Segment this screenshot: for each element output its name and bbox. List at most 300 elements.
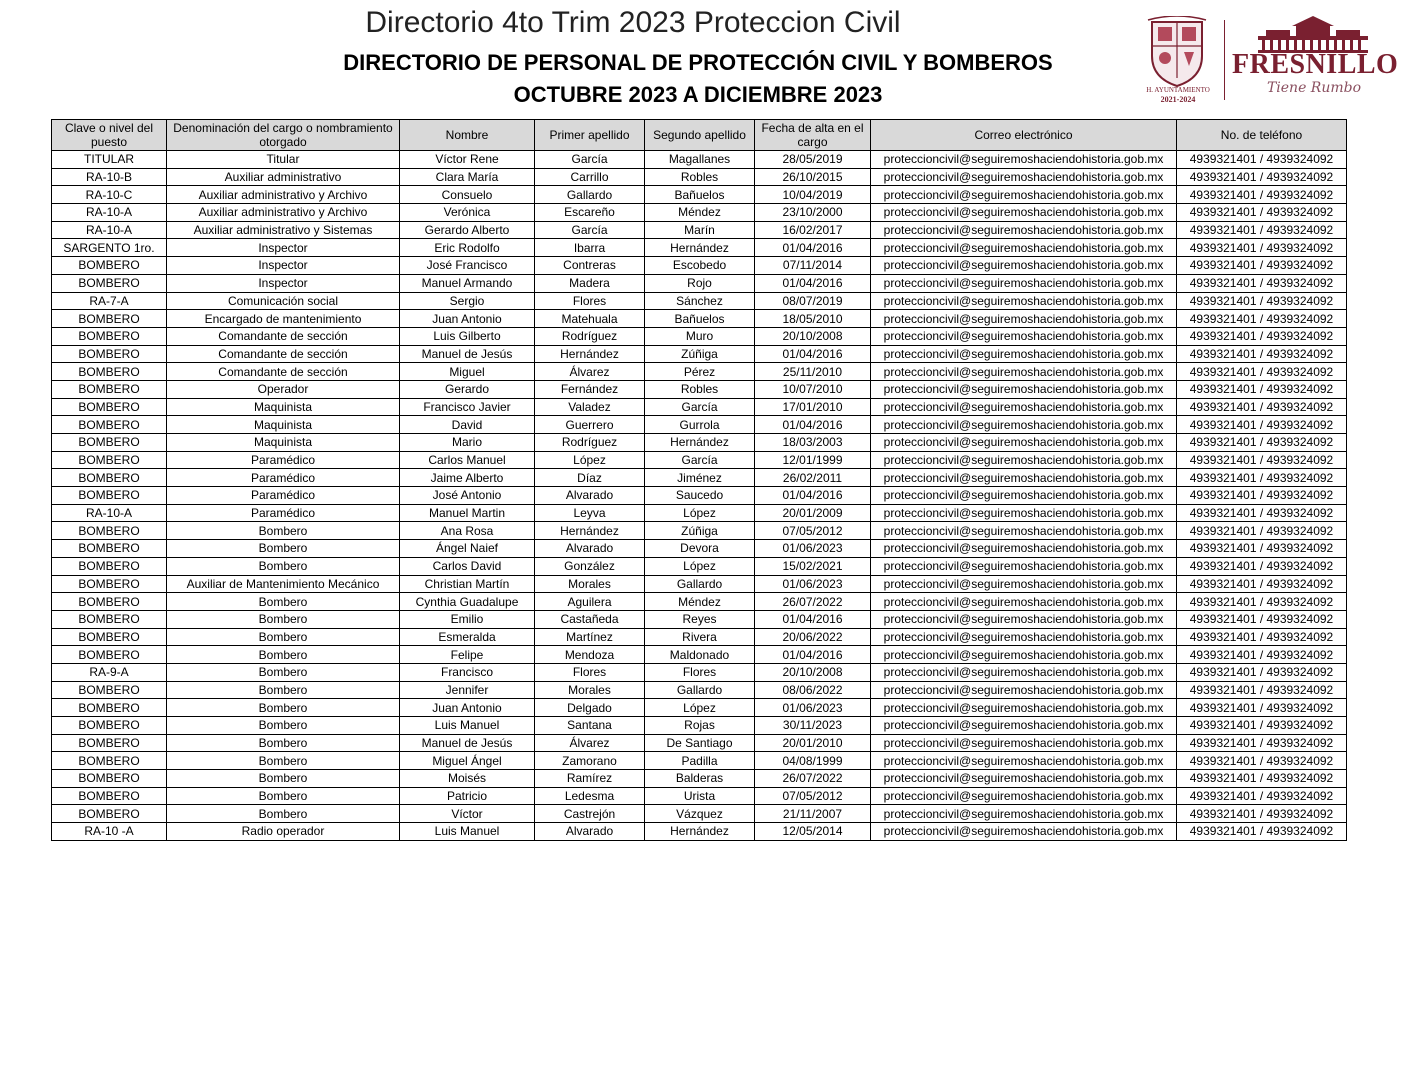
correo-cell: proteccioncivil@seguiremoshaciendohistoria.gob.mx xyxy=(871,469,1177,487)
clave-cell: BOMBERO xyxy=(52,717,167,735)
table-row xyxy=(52,752,1347,770)
table-row xyxy=(52,274,1347,292)
fecha-alta-cell: 26/10/2015 xyxy=(755,168,871,186)
telefono-cell: 4939321401 / 4939324092 xyxy=(1177,221,1347,239)
telefono-cell: 4939321401 / 4939324092 xyxy=(1177,380,1347,398)
fecha-alta-cell: 20/10/2008 xyxy=(755,663,871,681)
column-header-segundo-apellido: Segundo apellido xyxy=(645,120,755,151)
building-icon xyxy=(1256,14,1370,54)
clave-cell: BOMBERO xyxy=(52,416,167,434)
primer-apellido-cell: Zamorano xyxy=(535,752,645,770)
clave-cell: BOMBERO xyxy=(52,734,167,752)
telefono-cell: 4939321401 / 4939324092 xyxy=(1177,257,1347,275)
fecha-alta-cell: 12/05/2014 xyxy=(755,823,871,841)
clave-cell: BOMBERO xyxy=(52,380,167,398)
clave-cell: BOMBERO xyxy=(52,610,167,628)
table-row xyxy=(52,734,1347,752)
primer-apellido-cell: Ramírez xyxy=(535,770,645,788)
cargo-cell: Bombero xyxy=(167,593,400,611)
fecha-alta-cell: 04/08/1999 xyxy=(755,752,871,770)
telefono-cell: 4939321401 / 4939324092 xyxy=(1177,151,1347,169)
nombre-cell: Christian Martín xyxy=(400,575,535,593)
nombre-cell: Gerardo Alberto xyxy=(400,221,535,239)
fecha-alta-cell: 01/04/2016 xyxy=(755,487,871,505)
primer-apellido-cell: Santana xyxy=(535,717,645,735)
telefono-cell: 4939321401 / 4939324092 xyxy=(1177,274,1347,292)
primer-apellido-cell: Valadez xyxy=(535,398,645,416)
table-row xyxy=(52,151,1347,169)
primer-apellido-cell: Morales xyxy=(535,681,645,699)
fecha-alta-cell: 17/01/2010 xyxy=(755,398,871,416)
nombre-cell: Manuel Martin xyxy=(400,504,535,522)
table-row xyxy=(52,380,1347,398)
primer-apellido-cell: Castrejón xyxy=(535,805,645,823)
correo-cell: proteccioncivil@seguiremoshaciendohistoria.gob.mx xyxy=(871,327,1177,345)
correo-cell: proteccioncivil@seguiremoshaciendohistoria.gob.mx xyxy=(871,557,1177,575)
correo-cell: proteccioncivil@seguiremoshaciendohistoria.gob.mx xyxy=(871,805,1177,823)
clave-cell: BOMBERO xyxy=(52,257,167,275)
primer-apellido-cell: Ledesma xyxy=(535,787,645,805)
telefono-cell: 4939321401 / 4939324092 xyxy=(1177,239,1347,257)
segundo-apellido-cell: Devora xyxy=(645,540,755,558)
primer-apellido-cell: Castañeda xyxy=(535,610,645,628)
clave-cell: RA-10-C xyxy=(52,186,167,204)
primer-apellido-cell: Hernández xyxy=(535,522,645,540)
clave-cell: BOMBERO xyxy=(52,363,167,381)
primer-apellido-cell: Álvarez xyxy=(535,734,645,752)
segundo-apellido-cell: Flores xyxy=(645,663,755,681)
clave-cell: RA-10-A xyxy=(52,221,167,239)
correo-cell: proteccioncivil@seguiremoshaciendohistoria.gob.mx xyxy=(871,734,1177,752)
fecha-alta-cell: 01/04/2016 xyxy=(755,610,871,628)
fecha-alta-cell: 01/06/2023 xyxy=(755,699,871,717)
table-row xyxy=(52,310,1347,328)
seal-caption-years: 2021-2024 xyxy=(1160,95,1196,104)
cargo-cell: Inspector xyxy=(167,274,400,292)
segundo-apellido-cell: Rojas xyxy=(645,717,755,735)
seal-caption-line1: H. AYUNTAMIENTO xyxy=(1146,86,1210,94)
correo-cell: proteccioncivil@seguiremoshaciendohistoria.gob.mx xyxy=(871,540,1177,558)
segundo-apellido-cell: Gallardo xyxy=(645,681,755,699)
cargo-cell: Encargado de mantenimiento xyxy=(167,310,400,328)
correo-cell: proteccioncivil@seguiremoshaciendohistoria.gob.mx xyxy=(871,522,1177,540)
correo-cell: proteccioncivil@seguiremoshaciendohistoria.gob.mx xyxy=(871,204,1177,222)
nombre-cell: Luis Manuel xyxy=(400,717,535,735)
clave-cell: BOMBERO xyxy=(52,540,167,558)
correo-cell: proteccioncivil@seguiremoshaciendohistoria.gob.mx xyxy=(871,257,1177,275)
document-title: Directorio 4to Trim 2023 Proteccion Civil xyxy=(365,6,901,39)
fecha-alta-cell: 25/11/2010 xyxy=(755,363,871,381)
table-row xyxy=(52,522,1347,540)
fecha-alta-cell: 18/03/2003 xyxy=(755,434,871,452)
segundo-apellido-cell: Bañuelos xyxy=(645,186,755,204)
telefono-cell: 4939321401 / 4939324092 xyxy=(1177,186,1347,204)
table-row xyxy=(52,593,1347,611)
cargo-cell: Bombero xyxy=(167,628,400,646)
clave-cell: BOMBERO xyxy=(52,593,167,611)
segundo-apellido-cell: García xyxy=(645,398,755,416)
cargo-cell: Maquinista xyxy=(167,416,400,434)
clave-cell: RA-10-A xyxy=(52,204,167,222)
nombre-cell: Carlos Manuel xyxy=(400,451,535,469)
nombre-cell: Mario xyxy=(400,434,535,452)
fecha-alta-cell: 20/10/2008 xyxy=(755,327,871,345)
table-row xyxy=(52,327,1347,345)
segundo-apellido-cell: Reyes xyxy=(645,610,755,628)
correo-cell: proteccioncivil@seguiremoshaciendohistoria.gob.mx xyxy=(871,593,1177,611)
segundo-apellido-cell: Jiménez xyxy=(645,469,755,487)
telefono-cell: 4939321401 / 4939324092 xyxy=(1177,610,1347,628)
segundo-apellido-cell: Padilla xyxy=(645,752,755,770)
fecha-alta-cell: 20/01/2009 xyxy=(755,504,871,522)
primer-apellido-cell: Leyva xyxy=(535,504,645,522)
nombre-cell: Carlos David xyxy=(400,557,535,575)
nombre-cell: Víctor xyxy=(400,805,535,823)
table-row xyxy=(52,717,1347,735)
segundo-apellido-cell: Maldonado xyxy=(645,646,755,664)
fecha-alta-cell: 07/05/2012 xyxy=(755,787,871,805)
telefono-cell: 4939321401 / 4939324092 xyxy=(1177,752,1347,770)
correo-cell: proteccioncivil@seguiremoshaciendohistoria.gob.mx xyxy=(871,487,1177,505)
fecha-alta-cell: 08/06/2022 xyxy=(755,681,871,699)
primer-apellido-cell: Hernández xyxy=(535,345,645,363)
primer-apellido-cell: García xyxy=(535,151,645,169)
primer-apellido-cell: Rodríguez xyxy=(535,434,645,452)
segundo-apellido-cell: Bañuelos xyxy=(645,310,755,328)
segundo-apellido-cell: Vázquez xyxy=(645,805,755,823)
telefono-cell: 4939321401 / 4939324092 xyxy=(1177,310,1347,328)
nombre-cell: Esmeralda xyxy=(400,628,535,646)
cargo-cell: Auxiliar administrativo y Archivo xyxy=(167,186,400,204)
telefono-cell: 4939321401 / 4939324092 xyxy=(1177,787,1347,805)
table-row xyxy=(52,805,1347,823)
cargo-cell: Maquinista xyxy=(167,434,400,452)
fecha-alta-cell: 30/11/2023 xyxy=(755,717,871,735)
table-row xyxy=(52,469,1347,487)
segundo-apellido-cell: Robles xyxy=(645,380,755,398)
nombre-cell: Francisco Javier xyxy=(400,398,535,416)
table-row xyxy=(52,292,1347,310)
segundo-apellido-cell: García xyxy=(645,451,755,469)
logo-divider xyxy=(1224,20,1225,100)
segundo-apellido-cell: Robles xyxy=(645,168,755,186)
segundo-apellido-cell: Zúñiga xyxy=(645,522,755,540)
clave-cell: BOMBERO xyxy=(52,557,167,575)
primer-apellido-cell: Alvarado xyxy=(535,487,645,505)
fecha-alta-cell: 18/05/2010 xyxy=(755,310,871,328)
cargo-cell: Paramédico xyxy=(167,504,400,522)
correo-cell: proteccioncivil@seguiremoshaciendohistoria.gob.mx xyxy=(871,504,1177,522)
clave-cell: BOMBERO xyxy=(52,770,167,788)
correo-cell: proteccioncivil@seguiremoshaciendohistoria.gob.mx xyxy=(871,752,1177,770)
telefono-cell: 4939321401 / 4939324092 xyxy=(1177,717,1347,735)
clave-cell: BOMBERO xyxy=(52,345,167,363)
column-header-cargo: Denominación del cargo o nombramiento otorgado xyxy=(167,120,400,151)
nombre-cell: Moisés xyxy=(400,770,535,788)
telefono-cell: 4939321401 / 4939324092 xyxy=(1177,292,1347,310)
table-row xyxy=(52,681,1347,699)
correo-cell: proteccioncivil@seguiremoshaciendohistoria.gob.mx xyxy=(871,610,1177,628)
nombre-cell: Patricio xyxy=(400,787,535,805)
table-row xyxy=(52,663,1347,681)
telefono-cell: 4939321401 / 4939324092 xyxy=(1177,540,1347,558)
fecha-alta-cell: 10/07/2010 xyxy=(755,380,871,398)
fecha-alta-cell: 01/04/2016 xyxy=(755,416,871,434)
telefono-cell: 4939321401 / 4939324092 xyxy=(1177,168,1347,186)
telefono-cell: 4939321401 / 4939324092 xyxy=(1177,575,1347,593)
fecha-alta-cell: 26/02/2011 xyxy=(755,469,871,487)
segundo-apellido-cell: Marín xyxy=(645,221,755,239)
telefono-cell: 4939321401 / 4939324092 xyxy=(1177,557,1347,575)
primer-apellido-cell: Alvarado xyxy=(535,823,645,841)
nombre-cell: David xyxy=(400,416,535,434)
fecha-alta-cell: 10/04/2019 xyxy=(755,186,871,204)
fecha-alta-cell: 07/11/2014 xyxy=(755,257,871,275)
fecha-alta-cell: 07/05/2012 xyxy=(755,522,871,540)
segundo-apellido-cell: Hernández xyxy=(645,239,755,257)
table-row xyxy=(52,221,1347,239)
telefono-cell: 4939321401 / 4939324092 xyxy=(1177,416,1347,434)
cargo-cell: Paramédico xyxy=(167,451,400,469)
correo-cell: proteccioncivil@seguiremoshaciendohistoria.gob.mx xyxy=(871,151,1177,169)
cargo-cell: Bombero xyxy=(167,540,400,558)
column-header-clave: Clave o nivel del puesto xyxy=(52,120,167,151)
segundo-apellido-cell: Hernández xyxy=(645,823,755,841)
cargo-cell: Radio operador xyxy=(167,823,400,841)
cargo-cell: Bombero xyxy=(167,717,400,735)
cargo-cell: Bombero xyxy=(167,699,400,717)
fresnillo-wordmark: FRESNILLO xyxy=(1232,49,1399,80)
segundo-apellido-cell: Magallanes xyxy=(645,151,755,169)
fresnillo-slogan: Tiene Rumbo xyxy=(1266,80,1362,96)
nombre-cell: José Antonio xyxy=(400,487,535,505)
primer-apellido-cell: Mendoza xyxy=(535,646,645,664)
directory-heading: DIRECTORIO DE PERSONAL DE PROTECCIÓN CIVIL Y BOMBEROS xyxy=(343,50,1053,75)
table-row xyxy=(52,787,1347,805)
fecha-alta-cell: 01/04/2016 xyxy=(755,274,871,292)
fecha-alta-cell: 01/06/2023 xyxy=(755,540,871,558)
segundo-apellido-cell: Zúñiga xyxy=(645,345,755,363)
nombre-cell: Ana Rosa xyxy=(400,522,535,540)
telefono-cell: 4939321401 / 4939324092 xyxy=(1177,487,1347,505)
cargo-cell: Bombero xyxy=(167,770,400,788)
primer-apellido-cell: Delgado xyxy=(535,699,645,717)
segundo-apellido-cell: Pérez xyxy=(645,363,755,381)
telefono-cell: 4939321401 / 4939324092 xyxy=(1177,699,1347,717)
telefono-cell: 4939321401 / 4939324092 xyxy=(1177,434,1347,452)
correo-cell: proteccioncivil@seguiremoshaciendohistoria.gob.mx xyxy=(871,239,1177,257)
telefono-cell: 4939321401 / 4939324092 xyxy=(1177,628,1347,646)
segundo-apellido-cell: Hernández xyxy=(645,434,755,452)
clave-cell: RA-9-A xyxy=(52,663,167,681)
clave-cell: BOMBERO xyxy=(52,451,167,469)
fecha-alta-cell: 20/01/2010 xyxy=(755,734,871,752)
clave-cell: RA-10-A xyxy=(52,504,167,522)
clave-cell: BOMBERO xyxy=(52,752,167,770)
cargo-cell: Bombero xyxy=(167,752,400,770)
nombre-cell: Jaime Alberto xyxy=(400,469,535,487)
cargo-cell: Bombero xyxy=(167,805,400,823)
fecha-alta-cell: 15/02/2021 xyxy=(755,557,871,575)
cargo-cell: Auxiliar administrativo y Sistemas xyxy=(167,221,400,239)
table-row xyxy=(52,823,1347,841)
segundo-apellido-cell: Rojo xyxy=(645,274,755,292)
clave-cell: BOMBERO xyxy=(52,681,167,699)
segundo-apellido-cell: Escobedo xyxy=(645,257,755,275)
clave-cell: SARGENTO 1ro. xyxy=(52,239,167,257)
correo-cell: proteccioncivil@seguiremoshaciendohistoria.gob.mx xyxy=(871,699,1177,717)
staff-directory-table xyxy=(51,119,1347,841)
cargo-cell: Auxiliar administrativo y Archivo xyxy=(167,204,400,222)
nombre-cell: Luis Gilberto xyxy=(400,327,535,345)
nombre-cell: Eric Rodolfo xyxy=(400,239,535,257)
cargo-cell: Paramédico xyxy=(167,487,400,505)
cargo-cell: Bombero xyxy=(167,522,400,540)
telefono-cell: 4939321401 / 4939324092 xyxy=(1177,805,1347,823)
correo-cell: proteccioncivil@seguiremoshaciendohistoria.gob.mx xyxy=(871,646,1177,664)
cargo-cell: Comandante de sección xyxy=(167,363,400,381)
correo-cell: proteccioncivil@seguiremoshaciendohistoria.gob.mx xyxy=(871,345,1177,363)
table-row xyxy=(52,575,1347,593)
segundo-apellido-cell: Méndez xyxy=(645,593,755,611)
table-row xyxy=(52,204,1347,222)
cargo-cell: Comandante de sección xyxy=(167,345,400,363)
correo-cell: proteccioncivil@seguiremoshaciendohistoria.gob.mx xyxy=(871,434,1177,452)
correo-cell: proteccioncivil@seguiremoshaciendohistoria.gob.mx xyxy=(871,363,1177,381)
column-header-fecha-alta: Fecha de alta en el cargo xyxy=(755,120,871,151)
cargo-cell: Comandante de sección xyxy=(167,327,400,345)
column-header-nombre: Nombre xyxy=(400,120,535,151)
segundo-apellido-cell: Muro xyxy=(645,327,755,345)
cargo-cell: Maquinista xyxy=(167,398,400,416)
column-header-primer-apellido: Primer apellido xyxy=(535,120,645,151)
correo-cell: proteccioncivil@seguiremoshaciendohistoria.gob.mx xyxy=(871,292,1177,310)
correo-cell: proteccioncivil@seguiremoshaciendohistoria.gob.mx xyxy=(871,186,1177,204)
clave-cell: BOMBERO xyxy=(52,310,167,328)
primer-apellido-cell: Martínez xyxy=(535,628,645,646)
fecha-alta-cell: 26/07/2022 xyxy=(755,593,871,611)
nombre-cell: Jennifer xyxy=(400,681,535,699)
clave-cell: BOMBERO xyxy=(52,699,167,717)
nombre-cell: Juan Antonio xyxy=(400,699,535,717)
clave-cell: BOMBERO xyxy=(52,575,167,593)
primer-apellido-cell: Flores xyxy=(535,663,645,681)
fecha-alta-cell: 21/11/2007 xyxy=(755,805,871,823)
table-row xyxy=(52,557,1347,575)
correo-cell: proteccioncivil@seguiremoshaciendohistoria.gob.mx xyxy=(871,274,1177,292)
primer-apellido-cell: Escareño xyxy=(535,204,645,222)
cargo-cell: Operador xyxy=(167,380,400,398)
table-row xyxy=(52,487,1347,505)
primer-apellido-cell: Álvarez xyxy=(535,363,645,381)
primer-apellido-cell: Aguilera xyxy=(535,593,645,611)
table-row xyxy=(52,646,1347,664)
correo-cell: proteccioncivil@seguiremoshaciendohistoria.gob.mx xyxy=(871,823,1177,841)
table-row xyxy=(52,186,1347,204)
clave-cell: BOMBERO xyxy=(52,434,167,452)
primer-apellido-cell: López xyxy=(535,451,645,469)
period-heading: OCTUBRE 2023 A DICIEMBRE 2023 xyxy=(513,82,883,107)
clave-cell: BOMBERO xyxy=(52,628,167,646)
primer-apellido-cell: García xyxy=(535,221,645,239)
cargo-cell: Inspector xyxy=(167,239,400,257)
fecha-alta-cell: 26/07/2022 xyxy=(755,770,871,788)
nombre-cell: Miguel xyxy=(400,363,535,381)
cargo-cell: Bombero xyxy=(167,681,400,699)
correo-cell: proteccioncivil@seguiremoshaciendohistoria.gob.mx xyxy=(871,787,1177,805)
cargo-cell: Paramédico xyxy=(167,469,400,487)
clave-cell: BOMBERO xyxy=(52,522,167,540)
nombre-cell: Víctor Rene xyxy=(400,151,535,169)
cargo-cell: Auxiliar administrativo xyxy=(167,168,400,186)
primer-apellido-cell: Ibarra xyxy=(535,239,645,257)
nombre-cell: Emilio xyxy=(400,610,535,628)
fecha-alta-cell: 12/01/1999 xyxy=(755,451,871,469)
clave-cell: TITULAR xyxy=(52,151,167,169)
nombre-cell: Consuelo xyxy=(400,186,535,204)
nombre-cell: Manuel de Jesús xyxy=(400,345,535,363)
correo-cell: proteccioncivil@seguiremoshaciendohistoria.gob.mx xyxy=(871,451,1177,469)
segundo-apellido-cell: Méndez xyxy=(645,204,755,222)
telefono-cell: 4939321401 / 4939324092 xyxy=(1177,451,1347,469)
clave-cell: BOMBERO xyxy=(52,469,167,487)
fecha-alta-cell: 16/02/2017 xyxy=(755,221,871,239)
primer-apellido-cell: Matehuala xyxy=(535,310,645,328)
cargo-cell: Bombero xyxy=(167,557,400,575)
primer-apellido-cell: Guerrero xyxy=(535,416,645,434)
telefono-cell: 4939321401 / 4939324092 xyxy=(1177,646,1347,664)
table-row xyxy=(52,628,1347,646)
segundo-apellido-cell: Rivera xyxy=(645,628,755,646)
clave-cell: BOMBERO xyxy=(52,327,167,345)
telefono-cell: 4939321401 / 4939324092 xyxy=(1177,593,1347,611)
table-row xyxy=(52,363,1347,381)
cargo-cell: Bombero xyxy=(167,663,400,681)
correo-cell: proteccioncivil@seguiremoshaciendohistoria.gob.mx xyxy=(871,398,1177,416)
telefono-cell: 4939321401 / 4939324092 xyxy=(1177,734,1347,752)
correo-cell: proteccioncivil@seguiremoshaciendohistoria.gob.mx xyxy=(871,717,1177,735)
cargo-cell: Bombero xyxy=(167,734,400,752)
telefono-cell: 4939321401 / 4939324092 xyxy=(1177,363,1347,381)
nombre-cell: Luis Manuel xyxy=(400,823,535,841)
cargo-cell: Bombero xyxy=(167,610,400,628)
cargo-cell: Titular xyxy=(167,151,400,169)
primer-apellido-cell: Díaz xyxy=(535,469,645,487)
telefono-cell: 4939321401 / 4939324092 xyxy=(1177,327,1347,345)
table-row xyxy=(52,239,1347,257)
nombre-cell: Ángel Naief xyxy=(400,540,535,558)
fecha-alta-cell: 28/05/2019 xyxy=(755,151,871,169)
table-header-row xyxy=(52,120,1347,151)
correo-cell: proteccioncivil@seguiremoshaciendohistoria.gob.mx xyxy=(871,681,1177,699)
nombre-cell: Gerardo xyxy=(400,380,535,398)
nombre-cell: Miguel Ángel xyxy=(400,752,535,770)
segundo-apellido-cell: Balderas xyxy=(645,770,755,788)
correo-cell: proteccioncivil@seguiremoshaciendohistoria.gob.mx xyxy=(871,310,1177,328)
primer-apellido-cell: Morales xyxy=(535,575,645,593)
cargo-cell: Inspector xyxy=(167,257,400,275)
table-row xyxy=(52,345,1347,363)
table-row xyxy=(52,540,1347,558)
clave-cell: BOMBERO xyxy=(52,805,167,823)
correo-cell: proteccioncivil@seguiremoshaciendohistoria.gob.mx xyxy=(871,575,1177,593)
column-header-correo: Correo electrónico xyxy=(871,120,1177,151)
telefono-cell: 4939321401 / 4939324092 xyxy=(1177,398,1347,416)
segundo-apellido-cell: López xyxy=(645,504,755,522)
primer-apellido-cell: Rodríguez xyxy=(535,327,645,345)
cargo-cell: Comunicación social xyxy=(167,292,400,310)
primer-apellido-cell: Madera xyxy=(535,274,645,292)
